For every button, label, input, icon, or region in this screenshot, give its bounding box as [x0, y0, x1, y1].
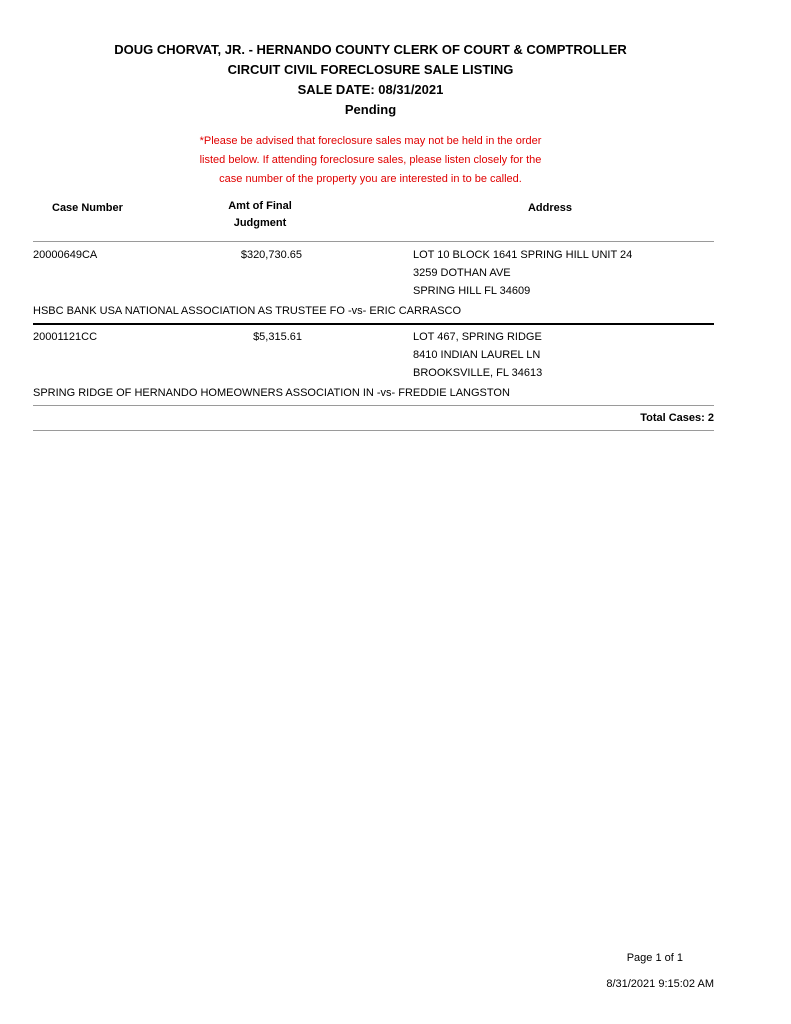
case-number: 20000649CA — [33, 249, 98, 261]
column-header-case-number: Case Number — [52, 202, 123, 214]
judgment-amount: $320,730.65 — [240, 249, 302, 261]
address-line: 8410 INDIAN LAUREL LN — [413, 349, 541, 361]
report-title: DOUG CHORVAT, JR. - HERNANDO COUNTY CLERK OF COURT & COMPTROLLER — [114, 42, 627, 57]
sale-date: SALE DATE: 08/31/2021 — [297, 82, 444, 97]
report-header — [0, 40, 741, 120]
address-line: 3259 DOTHAN AVE — [413, 267, 511, 279]
notice-line: listed below. If attending foreclosure sales, please listen closely for the — [199, 154, 542, 166]
address-line: LOT 10 BLOCK 1641 SPRING HILL UNIT 24 — [413, 249, 633, 261]
column-header-address: Address — [527, 202, 573, 214]
case-divider — [33, 323, 714, 325]
page-number: Page 1 of 1 — [626, 952, 683, 964]
address-line: SPRING HILL FL 34609 — [413, 285, 531, 297]
column-header-amount-line1: Amt of Final — [228, 200, 292, 212]
advisory-notice — [0, 132, 741, 189]
total-cases: Total Cases: 2 — [640, 412, 714, 424]
case-parties: HSBC BANK USA NATIONAL ASSOCIATION AS TRUSTEE FO -vs- ERIC CARRASCO — [33, 305, 462, 317]
case-parties: SPRING RIDGE OF HERNANDO HOMEOWNERS ASSOCIATION IN -vs- FREDDIE LANGSTON — [33, 387, 510, 399]
table-end-divider — [33, 405, 714, 406]
case-number: 20001121CC — [33, 331, 98, 343]
judgment-amount: $5,315.61 — [253, 331, 302, 343]
header-divider — [33, 241, 714, 242]
property-address — [413, 328, 542, 382]
address-line: LOT 467, SPRING RIDGE — [413, 331, 542, 343]
notice-line: case number of the property you are interested in to be called. — [219, 173, 522, 185]
column-header-amount-line2: Judgment — [233, 217, 287, 229]
address-line: BROOKSVILLE, FL 34613 — [413, 367, 543, 379]
print-timestamp: 8/31/2021 9:15:02 AM — [606, 978, 714, 990]
total-divider — [33, 430, 714, 431]
column-header-amount — [200, 198, 320, 232]
property-address — [413, 246, 632, 300]
notice-line: *Please be advised that foreclosure sales may not be held in the order — [199, 135, 542, 147]
report-subtitle: CIRCUIT CIVIL FORECLOSURE SALE LISTING — [227, 62, 514, 77]
status-label: Pending — [344, 102, 397, 117]
